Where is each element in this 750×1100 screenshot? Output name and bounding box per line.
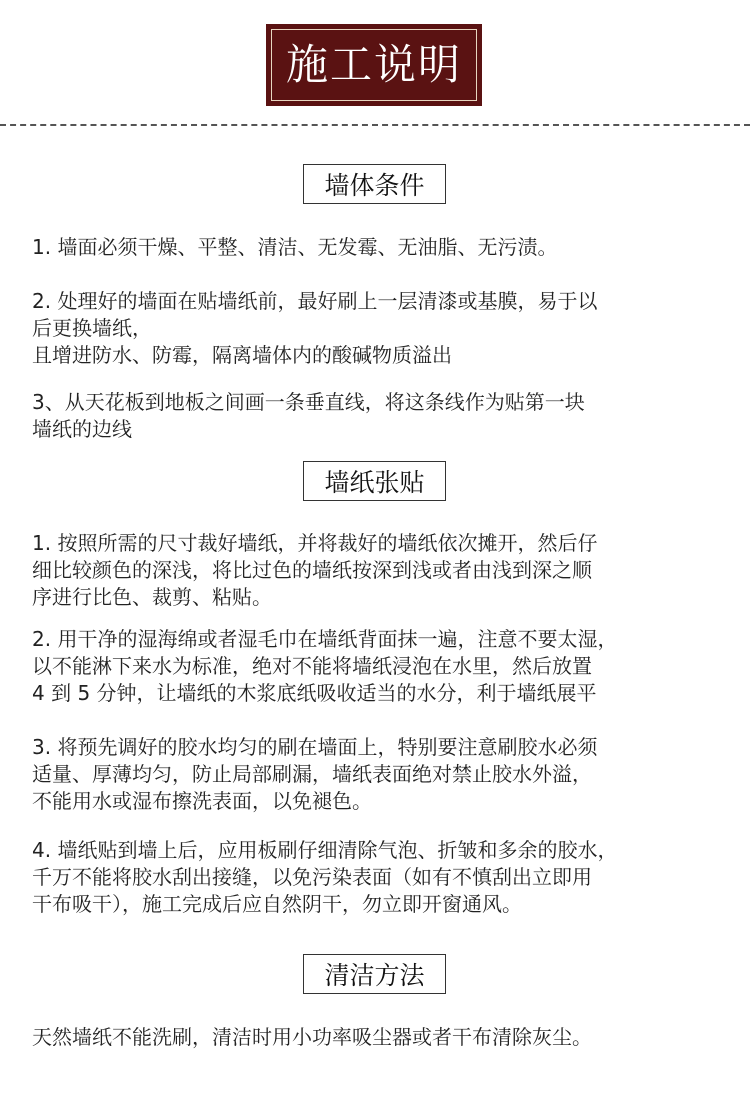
application-item-1: 1. 按照所需的尺寸裁好墙纸，并将裁好的墙纸依次摊开，然后仔 细比较颜色的深浅，将比过色的墙纸按深到浅或者由浅到深之顺 序进行比色、裁剪、粘贴。 — [32, 531, 598, 609]
section-title-wallpaper-application: 墙纸张贴 — [303, 461, 446, 501]
section-title-cleaning-method: 清洁方法 — [303, 954, 446, 994]
cleaning-item-1: 天然墙纸不能洗刷，清洁时用小功率吸尘器或者干布清除灰尘。 — [32, 1025, 592, 1049]
application-item-2: 2. 用干净的湿海绵或者湿毛巾在墙纸背面抹一遍，注意不要太湿， 以不能淋下来水为标准，绝对不能将墙纸浸泡在水里，然后放置 4 到 5 分钟，让墙纸的木浆底纸吸收适当的水分，利于墙纸展平 — [32, 627, 618, 705]
wall-conditions-item-1: 1. 墙面必须干燥、平整、清洁、无发霉、无油脂、无污渍。 — [32, 235, 558, 259]
title-banner-frame — [271, 29, 477, 101]
section-title-wall-conditions: 墙体条件 — [303, 164, 446, 204]
application-item-3: 3. 将预先调好的胶水均匀的刷在墙面上，特别要注意刷胶水必须 适量、厚薄均匀，防止局部刷漏，墙纸表面绝对禁止胶水外溢， 不能用水或湿布擦洗表面，以免褪色。 — [32, 735, 598, 813]
wall-conditions-item-2: 2. 处理好的墙面在贴墙纸前，最好刷上一层清漆或基膜，易于以 后更换墙纸， 且增进防水、防霉，隔离墙体内的酸碱物质溢出 — [32, 289, 598, 367]
title-banner — [266, 24, 482, 106]
page-title: 施工说明 — [285, 40, 462, 89]
application-item-4: 4. 墙纸贴到墙上后，应用板刷仔细清除气泡、折皱和多余的胶水， 千万不能将胶水刮出接缝，以免污染表面（如有不慎刮出立即用 干布吸干），施工完成后应自然阴干，勿立即开窗通风。 — [32, 838, 618, 916]
dashed-divider — [0, 124, 750, 126]
wall-conditions-item-3: 3、从天花板到地板之间画一条垂直线，将这条线作为贴第一块 墙纸的边线 — [32, 390, 585, 441]
